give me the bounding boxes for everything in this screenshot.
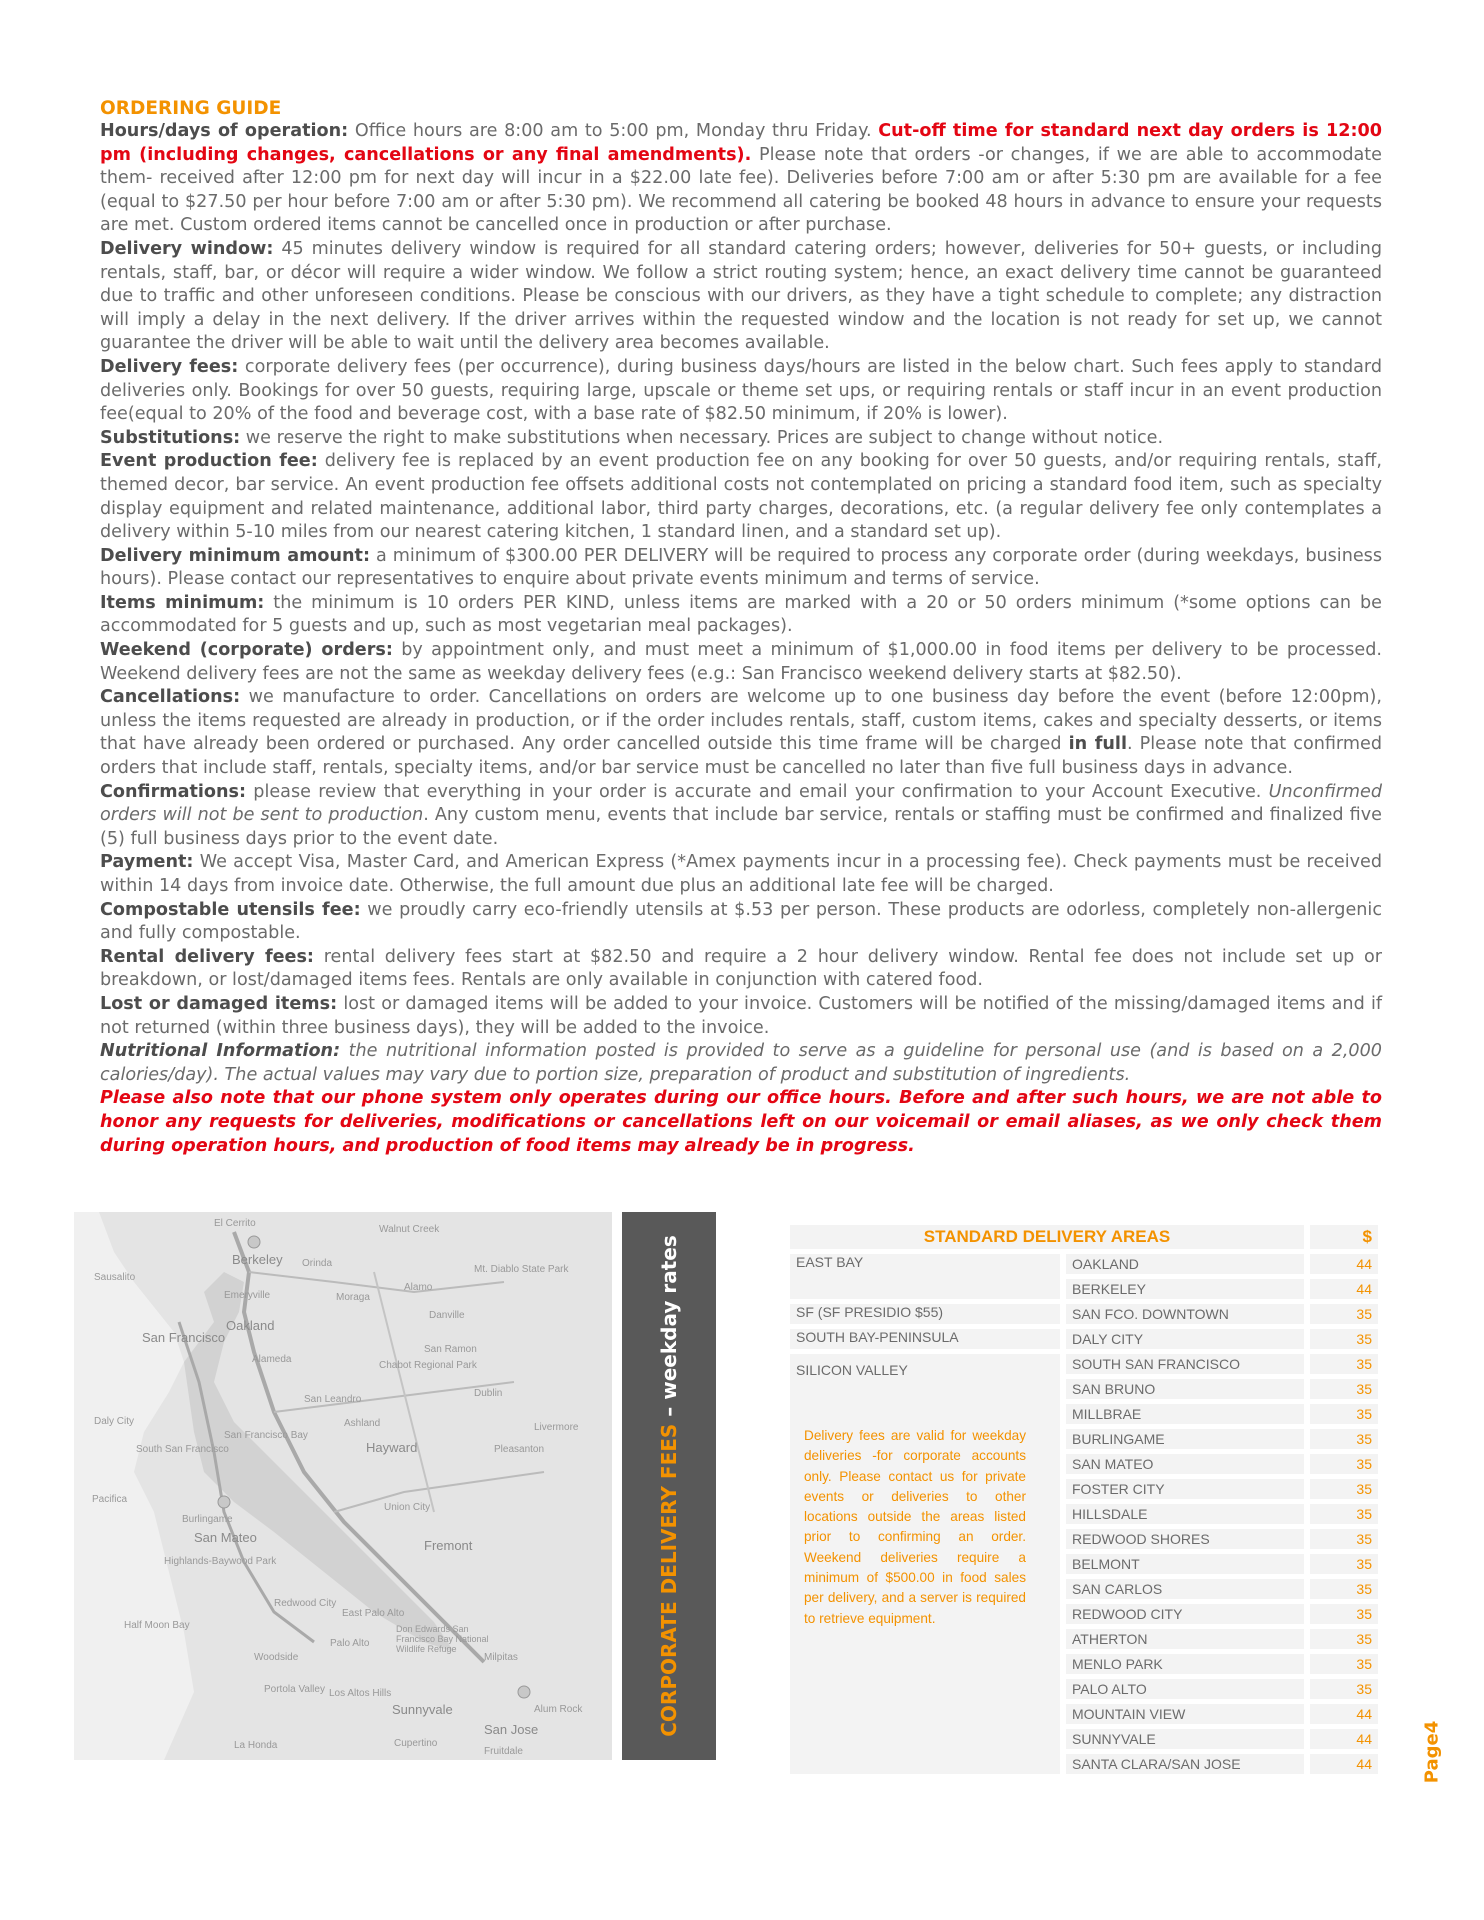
phone-notice: Please also note that our phone system only operates during our office hours. Before and after such hours, we are not able to honor any requests for deliveries, modifications or cancellations left on our voicemail or email aliases, as we only check them during operation hours, and production of food items may already be in progress. — [100, 1088, 1382, 1156]
map-label: Mt. Diablo State Park — [474, 1264, 569, 1275]
map-label: Chabot Regional Park — [379, 1360, 477, 1371]
map-label: Milpitas — [484, 1652, 518, 1663]
fee-cell: 35 — [1310, 1679, 1378, 1699]
confirmations-italic: Unconfirmed orders will not be sent to production — [100, 781, 1383, 826]
items-minimum-label: Items minimum: — [100, 592, 265, 613]
fee-cell: 35 — [1310, 1354, 1378, 1374]
map-label: Alameda — [252, 1354, 292, 1365]
cancellations-text1: we manufacture to order. Cancellations on orders are welcome up to one business day before the event (before 12:00pm), unless the items requested are already in production, or if the order includes rentals, staff, custom items, cakes and specialty desserts, or items that have already been ordered or purchased. Any order cancelled outside this time frame will be charged — [100, 687, 1383, 755]
map-label: South San Francisco — [136, 1444, 229, 1455]
items-minimum-section — [100, 592, 1382, 639]
payment-section — [100, 851, 1382, 898]
fee-cell: 44 — [1310, 1729, 1378, 1749]
map-label: Palo Alto — [330, 1638, 370, 1649]
cancellations-bold: in full — [1068, 734, 1127, 755]
fee-cell: 35 — [1310, 1579, 1378, 1599]
fee-cell: 44 — [1310, 1254, 1378, 1274]
band-title — [657, 1235, 681, 1737]
region-silicon-valley-label: SILICON VALLEY — [796, 1362, 908, 1378]
payment-text: We accept Visa, Master Card, and American Express (*Amex payments incur in a processing fee). Check payments must be received within 14 days from invoice date. Otherwise, the full amount due plus an additional late fee will be charged. — [100, 852, 1383, 896]
map-label: Oakland — [226, 1318, 275, 1333]
event-fee-label: Event production fee: — [100, 451, 318, 472]
map-label: Daly City — [94, 1416, 135, 1427]
confirmations-label: Confirmations: — [100, 781, 247, 802]
map-label: Don Edwards San Francisco Bay National Wildlife Refuge — [396, 1624, 489, 1654]
delivery-window-label: Delivery window: — [100, 238, 274, 259]
city-cell: SANTA CLARA/SAN JOSE — [1066, 1754, 1304, 1774]
delivery-window-section — [100, 238, 1382, 356]
band-subtitle: – weekday rates — [657, 1235, 681, 1417]
fee-cell: 35 — [1310, 1504, 1378, 1524]
bay-area-map — [74, 1212, 612, 1760]
city-cell: SAN CARLOS — [1066, 1579, 1304, 1599]
map-label: Hayward — [366, 1440, 418, 1455]
map-label: San Mateo — [194, 1530, 257, 1545]
fee-cell: 44 — [1310, 1279, 1378, 1299]
map-label: Union City — [384, 1502, 431, 1513]
city-cell: SAN MATEO — [1066, 1454, 1304, 1474]
hours-label: Hours/days of operation: — [100, 121, 349, 141]
delivery-minimum-label: Delivery minimum amount: — [100, 545, 371, 566]
map-label: La Honda — [234, 1740, 278, 1751]
map-label: Orinda — [302, 1258, 333, 1269]
city-cell: SAN FCO. DOWNTOWN — [1066, 1304, 1304, 1324]
hours-text2: Please note that orders -or changes, if we are able to accommodate them- received after 12:00 pm for next day will incur in a $22.00 late fee). Deliveries before 7:00 am or after 5:30 pm are available for a fee (equal to $27.50 per hour before 7:00 am or after 5:30 pm). We recommend all catering be booked 48 hours in advance to ensure your requests are met. Custom ordered items cannot be cancelled once in production or after purchase. — [100, 144, 1383, 236]
rental-label: Rental delivery fees: — [100, 946, 314, 967]
map-label: Ashland — [344, 1418, 381, 1429]
city-cell: DALY CITY — [1066, 1329, 1304, 1349]
region-east-bay: EAST BAY — [790, 1254, 1060, 1299]
weekend-text: by appointment only, and must meet a minimum of $1,000.00 in food items per delivery to be processed. Weekend delivery fees are not the same as weekday delivery fees (e.g.: San Francisco weekend delivery starts at $82.50). — [100, 640, 1383, 684]
items-minimum-text: the minimum is 10 orders PER KIND, unless items are marked with a 20 or 50 orders minimum (*some options can be accommodated for 5 guests and up, such as most vegetarian meal packages). — [100, 592, 1383, 637]
nutrition-section — [100, 1040, 1382, 1087]
city-cell: SUNNYVALE — [1066, 1729, 1304, 1749]
map-label: Pacifica — [92, 1494, 128, 1505]
map-label: Woodside — [254, 1652, 299, 1663]
delivery-fees-section — [100, 356, 1382, 427]
map-label: Fruitdale — [484, 1746, 523, 1757]
city-cell: BERKELEY — [1066, 1279, 1304, 1299]
weekend-label: Weekend (corporate) orders: — [100, 640, 393, 661]
map-label: Alum Rock — [534, 1704, 583, 1715]
delivery-fees-text: corporate delivery fees (per occurrence), during business days/hours are listed in the below chart. Such fees apply to standard deliveries only. Bookings for over 50 guests, requiring large, upscale or theme set ups, or requiring rentals or staff incur in an event production fee(equal to 20% of the food and beverage cost, with a base rate of $82.50 minimum, if 20% is lower). — [100, 356, 1383, 425]
map-label: San Jose — [484, 1722, 539, 1737]
region-sf: SF (SF PRESIDIO $55) — [790, 1304, 1060, 1324]
map-label: San Leandro — [304, 1394, 362, 1405]
substitutions-label: Substitutions: — [100, 427, 241, 448]
city-cell: BURLINGAME — [1066, 1429, 1304, 1449]
map-label: Portola Valley — [264, 1684, 325, 1695]
payment-label: Payment: — [100, 852, 194, 873]
city-cell: SAN BRUNO — [1066, 1379, 1304, 1399]
map-label: Emeryville — [224, 1290, 271, 1301]
map-label: Fremont — [424, 1538, 473, 1553]
map-label: Danville — [429, 1310, 465, 1321]
fee-cell: 35 — [1310, 1404, 1378, 1424]
city-cell: MILLBRAE — [1066, 1404, 1304, 1424]
fee-cell: 35 — [1310, 1329, 1378, 1349]
delivery-minimum-text: a minimum of $300.00 PER DELIVERY will be required to process any corporate order (during weekdays, business hours). Please contact our representatives to enquire about private events minimum and terms of service. — [100, 545, 1383, 590]
nutrition-label: Nutritional Information: — [100, 1041, 341, 1062]
hours-text1: Office hours are 8:00 am to 5:00 pm, Monday thru Friday. — [354, 121, 872, 141]
city-cell: REDWOOD SHORES — [1066, 1529, 1304, 1549]
map-label: Los Altos Hills — [329, 1688, 392, 1699]
map-label: Livermore — [534, 1422, 579, 1433]
city-cell: FOSTER CITY — [1066, 1479, 1304, 1499]
fee-cell: 35 — [1310, 1629, 1378, 1649]
city-cell: OAKLAND — [1066, 1254, 1304, 1274]
map-label: San Francisco Bay — [224, 1430, 308, 1441]
city-cell: MENLO PARK — [1066, 1654, 1304, 1674]
areas-header: STANDARD DELIVERY AREAS — [790, 1225, 1304, 1249]
confirmations-text1: please review that everything in your order is accurate and email your confirmation to your Account Executive. — [253, 781, 1262, 802]
band-title-text: CORPORATE DELIVERY FEES — [657, 1423, 681, 1737]
fee-cell: 35 — [1310, 1604, 1378, 1624]
utensils-label: Compostable utensils fee: — [100, 899, 361, 920]
city-cell: SOUTH SAN FRANCISCO — [1066, 1354, 1304, 1374]
map-label: Pleasanton — [494, 1444, 545, 1455]
nutrition-text: the nutritional information posted is provided to serve as a guideline for personal use (and is based on a 2,000 calories/day). The actual values may vary due to portion size, preparation of product and substitution of ingredients. — [100, 1041, 1383, 1085]
fee-cell: 35 — [1310, 1479, 1378, 1499]
substitutions-section — [100, 427, 1382, 451]
map-label: Dublin — [474, 1388, 503, 1399]
map-label: Alamo — [404, 1282, 433, 1293]
city-cell: REDWOOD CITY — [1066, 1604, 1304, 1624]
city-cell: HILLSDALE — [1066, 1504, 1304, 1524]
fee-cell: 35 — [1310, 1654, 1378, 1674]
delivery-minimum-section — [100, 545, 1382, 592]
fees-note: Delivery fees are valid for weekday deliveries -for corporate accounts only. Please contact us for private events or deliveries to other locations outside the areas listed prior to confirming an order. Weekend deliveries require a minimum of $500.00 in food sales per delivery, and a server is required to retrieve equipment. — [804, 1428, 1026, 1626]
map-label: Berkeley — [232, 1252, 283, 1267]
region-south-bay: SOUTH BAY-PENINSULA — [790, 1329, 1060, 1349]
fee-cell: 35 — [1310, 1454, 1378, 1474]
currency-header: $ — [1310, 1225, 1378, 1249]
cancellations-text2: . Please note that confirmed orders that include staff, rentals, specialty items, and/or bar service must be cancelled no later than five full business days in advance. — [100, 734, 1382, 779]
city-cell: PALO ALTO — [1066, 1679, 1304, 1699]
map-label: East Palo Alto — [342, 1608, 405, 1619]
utensils-section — [100, 899, 1382, 946]
weekend-section — [100, 639, 1382, 686]
lost-label: Lost or damaged items: — [100, 993, 338, 1014]
fee-cell: 35 — [1310, 1429, 1378, 1449]
confirmations-text2: . Any custom menu, events that include bar service, rentals or staffing must be confirmed and finalized five (5) full business days prior to the event date. — [100, 805, 1382, 849]
ordering-guide — [100, 98, 1382, 1158]
map-label: Sausalito — [94, 1272, 136, 1283]
utensils-text: we proudly carry eco-friendly utensils at $.53 per person. These products are odorless, completely non-allergenic and fully compostable. — [100, 899, 1382, 944]
map-label: Redwood City — [274, 1598, 337, 1609]
map-label: Sunnyvale — [392, 1702, 453, 1717]
confirmations-section — [100, 781, 1382, 852]
cutoff-text: Cut-off time for standard next day orders is 12:00 pm (including changes, cancellations or any final amendments). — [100, 121, 1382, 165]
fee-cell: 44 — [1310, 1754, 1378, 1774]
page-number: Page4 — [1421, 1720, 1443, 1784]
lost-section — [100, 993, 1382, 1040]
delivery-fees-label: Delivery fees: — [100, 356, 239, 377]
lost-text: lost or damaged items will be added to your invoice. Customers will be notified of the missing/damaged items and if not returned (within three business days), they will be added to the invoice. — [100, 993, 1383, 1038]
fee-cell: 44 — [1310, 1704, 1378, 1724]
rental-text: rental delivery fees start at $82.50 and require a 2 hour delivery window. Rental fee does not include set up or breakdown, or lost/damaged items fees. Rentals are only available in conjunction with catered food. — [100, 946, 1383, 991]
fee-cell: 35 — [1310, 1379, 1378, 1399]
city-cell: BELMONT — [1066, 1554, 1304, 1574]
event-fee-text: delivery fee is replaced by an event production fee on any booking for over 50 guests, and/or requiring rentals, staff, themed decor, bar service. An event production fee offsets additional costs not contemplated on pricing a standard food item, such as specialty display equipment and related maintenance, additional labor, third party charges, decorations, etc. (a regular delivery fee only contemplates a delivery within 5-10 miles from our nearest catering kitchen, 1 standard linen, and a standard set up). — [100, 451, 1382, 543]
cancellations-label: Cancellations: — [100, 687, 241, 708]
map-label: Cupertino — [394, 1738, 438, 1749]
map-label: Walnut Creek — [379, 1224, 440, 1235]
map-label: Moraga — [336, 1292, 370, 1303]
cancellations-section — [100, 686, 1382, 780]
substitutions-text: we reserve the right to make substitutions when necessary. Prices are subject to change without notice. — [245, 427, 1164, 448]
map-label: San Francisco — [142, 1330, 226, 1345]
map-label: Burlingame — [182, 1514, 233, 1525]
map-label: El Cerrito — [214, 1218, 256, 1229]
city-cell: ATHERTON — [1066, 1629, 1304, 1649]
map-label: Half Moon Bay — [124, 1620, 190, 1631]
map-label: San Ramon — [424, 1344, 477, 1355]
event-fee-section — [100, 450, 1382, 544]
fee-cell: 35 — [1310, 1304, 1378, 1324]
hours-section — [100, 120, 1382, 238]
map-label: Highlands-Baywood Park — [164, 1556, 277, 1567]
fee-cell: 35 — [1310, 1529, 1378, 1549]
city-cell: MOUNTAIN VIEW — [1066, 1704, 1304, 1724]
delivery-window-text: 45 minutes delivery window is required for all standard catering orders; however, deliveries for 50+ guests, or including rentals, staff, bar, or décor will require a wider window. We follow a strict routing system; hence, an exact delivery time cannot be guaranteed due to traffic and other unforeseen conditions. Please be conscious with our drivers, as they have a tight schedule to complete; any distraction will imply a delay in the next delivery. If the driver arrives within the requested window and the location is not ready for set up, we cannot guarantee the driver will be able to wait until the delivery area becomes available. — [100, 238, 1382, 354]
guide-title: ORDERING GUIDE — [100, 98, 282, 119]
fee-cell: 35 — [1310, 1554, 1378, 1574]
rental-section — [100, 946, 1382, 993]
